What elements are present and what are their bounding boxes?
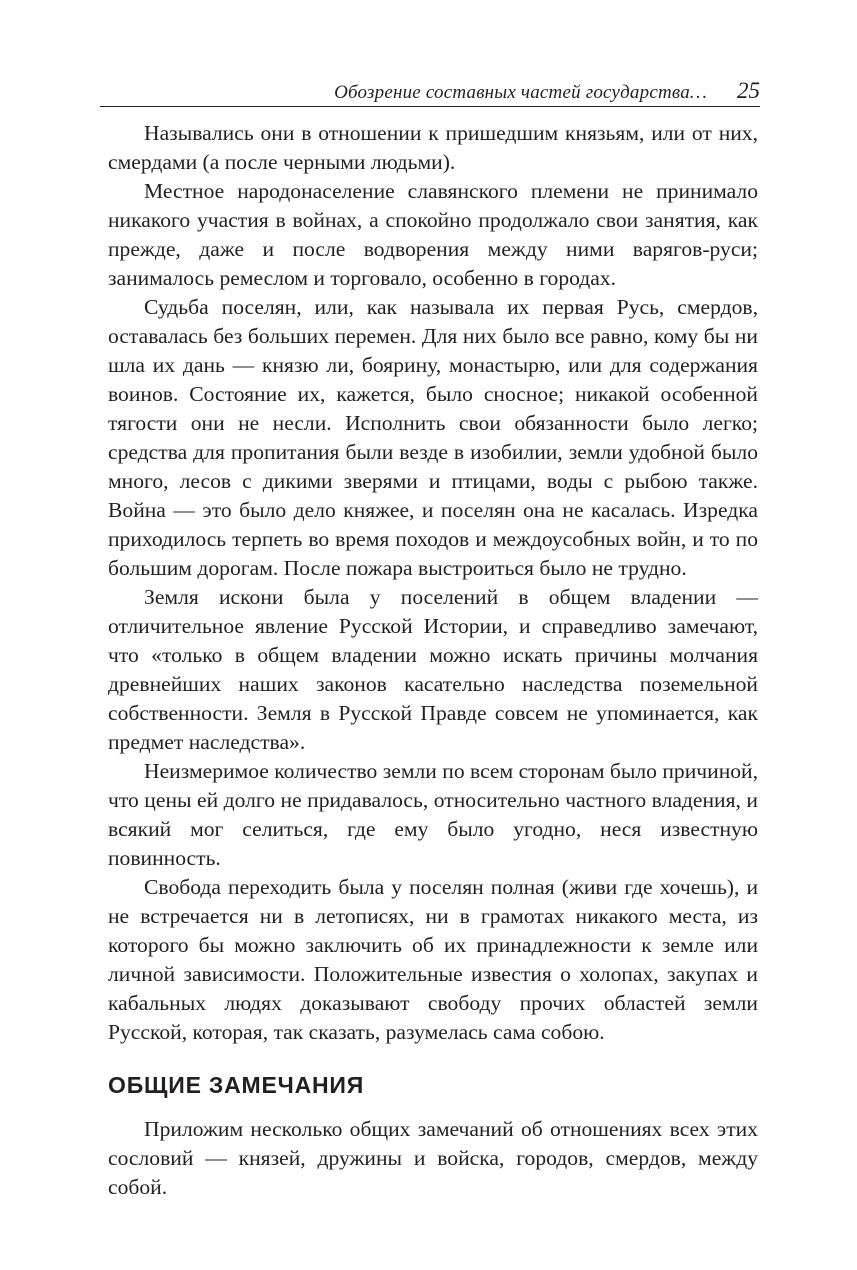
- paragraph: Земля искони была у поселений в общем владении — отличительное явление Русской Истории, и справедливо замечают, что «только в общем владении можно искать причины молчания древнейших наших законов касательно наследства поземельной собственности. Земля в Русской Правде совсем не упоминается, как предмет наследства».: [108, 585, 758, 754]
- running-header: [100, 78, 760, 107]
- paragraph: Судьба поселян, или, как называла их первая Русь, смердов, оставалась без больших перемен. Для них было все равно, кому бы ни шла их дань — князю ли, боярину, монастырю, или для содержания воинов. Состояние их, кажется, было сносное; никакой особенной тягости они не несли. Исполнить свои обязанности было легко; средства для пропитания были везде в изобилии, земли удобной было много, лесов с дикими зверями и птицами, воды с рыбою также. Война — это было дело княжее, и поселян она не касалась. Изредка приходилось терпеть во время походов и междоусобных войн, и то по большим дорогам. После пожара выстроиться было не трудно.: [108, 295, 758, 580]
- section-heading: ОБЩИЕ ЗАМЕЧАНИЯ: [108, 1072, 365, 1098]
- paragraph: Неизмеримое количество земли по всем сторонам было причиной, что цены ей долго не придавалось, относительно частного владения, и всякий мог селиться, где ему было угодно, неся известную повинность.: [108, 759, 759, 870]
- page-number: 25: [737, 78, 760, 103]
- paragraph: Назывались они в отношении к пришедшим князьям, или от них, смердами (а после черными людьми).: [108, 121, 758, 174]
- paragraph: Местное народонаселение славянского племени не принимало никакого участия в войнах, а спокойно продолжало свои занятия, как прежде, даже и после водворения между ними варягов-руси; занималось ремеслом и торговало, особенно в городах.: [108, 179, 758, 290]
- paragraph: Приложим несколько общих замечаний об отношениях всех этих сословий — князей, дружины и войска, городов, смердов, между собой.: [108, 1117, 758, 1199]
- page-body: [108, 119, 758, 1202]
- paragraph: Свобода переходить была у поселян полная (живи где хочешь), и не встречается ни в летописях, ни в грамотах никакого места, из которого бы можно заключить об их принадлежности к земле или личной зависимости. Положительные известия о холопах, закупах и кабальных людях доказывают свободу прочих областей земли Русской, которая, так сказать, разумелась сама собою.: [108, 875, 758, 1044]
- running-header-title: Обозрение составных частей государства…: [334, 82, 707, 103]
